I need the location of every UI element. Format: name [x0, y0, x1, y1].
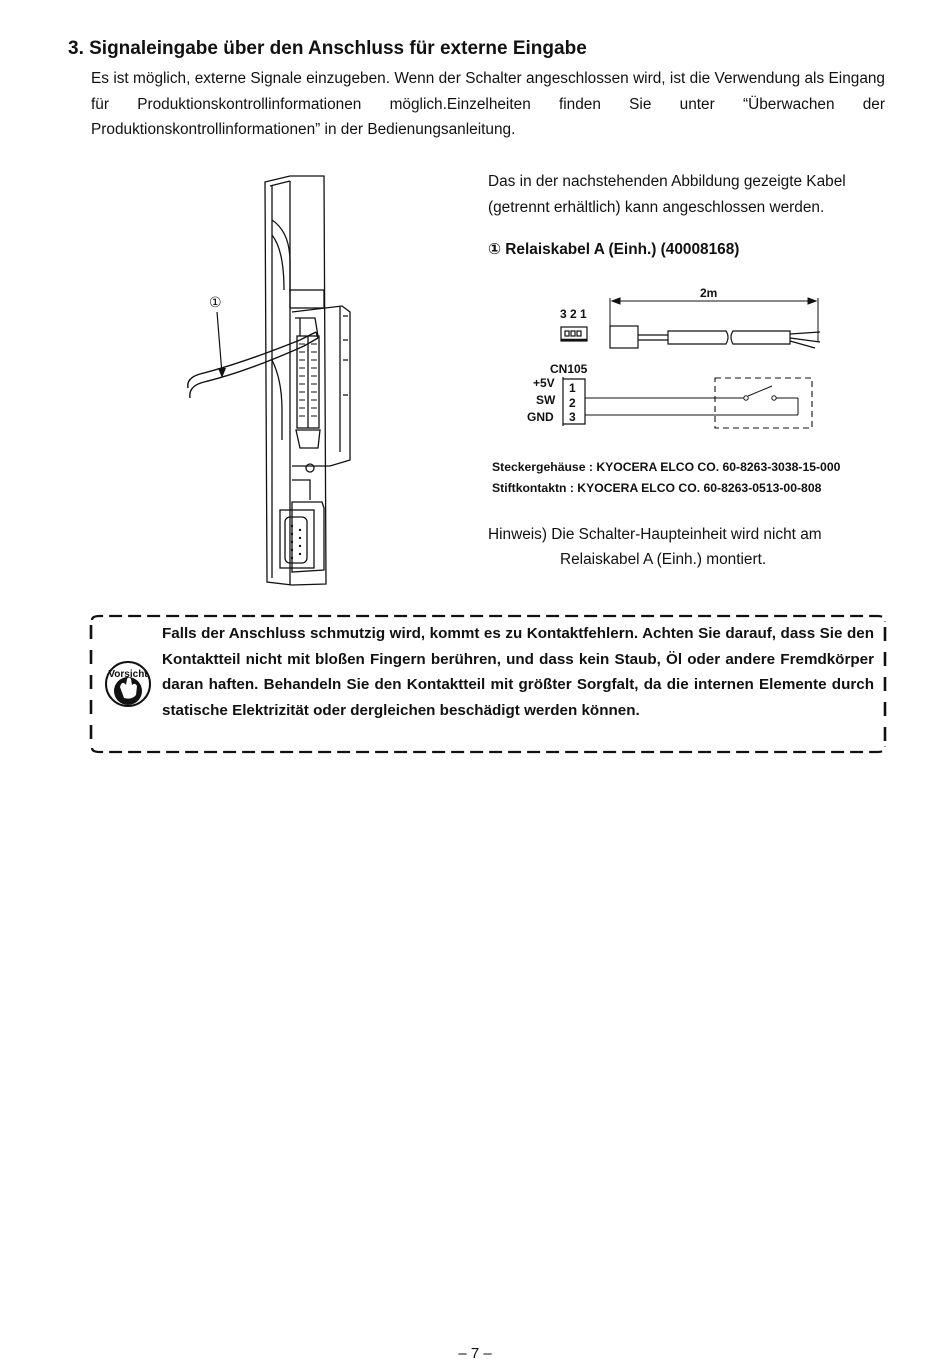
note-second-line: Relaiskabel A (Einh.) montiert. — [560, 551, 767, 568]
spec-contact: Stiftkontaktn : KYOCERA ELCO CO. 60-8263-0513-00-808 — [492, 481, 822, 495]
cable-drawing — [610, 326, 820, 348]
pin-signal-3: GND — [527, 410, 554, 424]
cable-title: ① Relaiskabel A (Einh.) (40008168) — [488, 241, 740, 258]
section-heading: 3. Signaleingabe über den Anschluss für externe Eingabe — [68, 38, 587, 59]
pin-order-label: 3 2 1 — [560, 307, 587, 321]
caution-frame — [91, 616, 885, 752]
spec-housing: Steckergehäuse : KYOCERA ELCO CO. 60-8263-3038-15-000 — [492, 460, 841, 474]
pin-number-3: 3 — [569, 410, 576, 424]
callout-number: ① — [209, 295, 222, 311]
switch-box — [715, 378, 812, 428]
intro-paragraph: Es ist möglich, externe Signale einzugeben. Wenn der Schalter angeschlossen wird, ist die Verwendung als Eingang für Produktionskontrollinformationen möglich.Einzelheiten finden Sie unter “Überwachen der Produktionskontrollinformationen” in der Bedienungsanleitung. — [91, 70, 885, 139]
pin-number-2: 2 — [569, 396, 576, 410]
caution-text: Falls der Anschluss schmutzig wird, kommt es zu Kontaktfehlern. Achten Sie darauf, dass Sie den Kontaktteil nicht mit bloßen Fingern berühren, und dass kein Staub, Öl oder andere Fremdkörper daran haften. Behandeln Sie den Kontaktteil mit größter Sorgfalt, da die internen Elemente durch statische Elektrizität oder dergleichen beschädigt werden können. — [162, 625, 874, 719]
note-first-line: Hinweis) Die Schalter-Haupteinheit wird nicht am — [488, 526, 822, 543]
signal-wires — [585, 386, 798, 415]
connector-face — [561, 327, 587, 341]
figure-description: Das in der nachstehenden Abbildung gezeigte Kabel (getrennt erhältlich) kann angeschlossen werden. — [488, 173, 846, 216]
cable-length-label: 2m — [700, 286, 718, 300]
device-illustration — [188, 176, 350, 585]
page-number: – 7 – — [458, 1345, 492, 1362]
caution-hand-icon — [106, 662, 150, 706]
callout-leader — [217, 312, 222, 374]
wiring-diagram — [527, 286, 820, 428]
pin-signal-1: +5V — [533, 376, 555, 390]
pin-number-1: 1 — [569, 381, 576, 395]
connector-label: CN105 — [550, 362, 588, 376]
caution-icon-label: Vorsicht — [108, 669, 148, 680]
pin-signal-2: SW — [536, 393, 556, 407]
